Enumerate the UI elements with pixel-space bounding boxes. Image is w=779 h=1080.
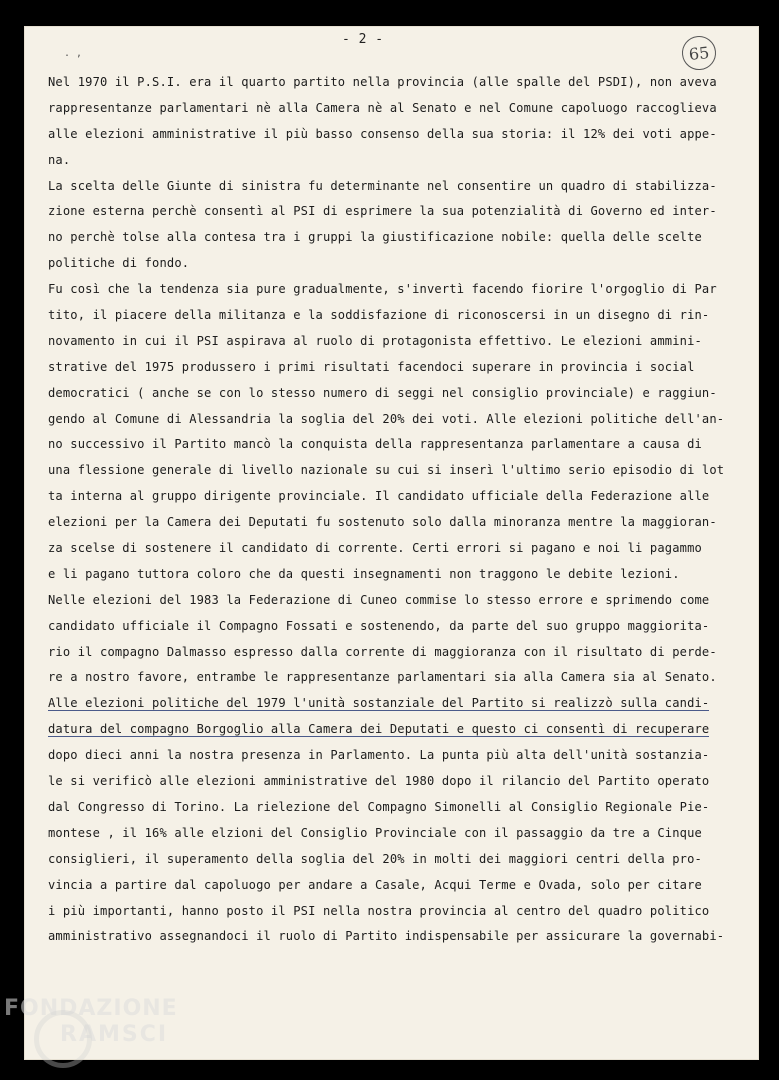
text-line: strative del 1975 produssero i primi risultati facendoci superare in provincia i social	[48, 359, 695, 374]
text-line: montese , il 16% alle elzioni del Consiglio Provinciale con il passaggio da tre a Cinque	[48, 825, 702, 840]
text-line: ta interna al gruppo dirigente provinciale. Il candidato ufficiale della Federazione alle	[48, 489, 710, 504]
watermark-line-1: FONDAZIONE	[4, 996, 178, 1021]
text-line: candidato ufficiale il Compagno Fossati e sostenendo, da parte del suo gruppo maggiorita-	[48, 618, 710, 633]
text-line: dopo dieci anni la nostra presenza in Parlamento. La punta più alta dell'unità sostanzia-	[48, 748, 710, 763]
text-line: politiche di fondo.	[48, 256, 190, 271]
text-line: La scelta delle Giunte di sinistra fu determinante nel consentire un quadro di stabilizza-	[48, 178, 717, 193]
typewritten-body	[48, 70, 728, 950]
text-line: vincia a partire dal capoluogo per andare a Casale, Acqui Terme e Ovada, solo per citare	[48, 877, 702, 892]
text-line: dal Congresso di Torino. La rielezione del Compagno Simonelli al Consiglio Regionale Pie-	[48, 799, 710, 814]
text-line: re a nostro favore, entrambe le rappresentanze parlamentari sia alla Camera sia al Senato.	[48, 670, 717, 685]
text-line: consiglieri, il superamento della soglia del 20% in molti dei maggiori centri della pro-	[48, 851, 702, 866]
text-line: e li pagano tuttora coloro che da questi insegnamenti non traggono le debite lezioni.	[48, 566, 680, 581]
text-line: novamento in cui il PSI aspirava al ruolo di protagonista effettivo. Le elezioni ammini-	[48, 333, 702, 348]
text-line: i più importanti, hanno posto il PSI nella nostra provincia al centro del quadro politico	[48, 903, 710, 918]
text-line: democratici ( anche se con lo stesso numero di seggi nel consiglio provinciale) e raggiun-	[48, 385, 717, 400]
text-line: zione esterna perchè consentì al PSI di esprimere la sua potenzialità di Governo ed inter-	[48, 204, 717, 219]
text-line: le si verificò alle elezioni amministrative del 1980 dopo il rilancio del Partito operato	[48, 774, 710, 789]
text-line: Fu così che la tendenza sia pure gradualmente, s'invertì facendo fiorire l'orgoglio di Par	[48, 282, 717, 297]
underlined-text: Alle elezioni politiche del 1979 l'unità sostanziale del Partito si realizzò sulla candi-	[48, 696, 710, 711]
text-line: no successivo il Partito mancò la conquista della rappresentanza parlamentare a causa di	[48, 437, 702, 452]
text-line: Nel 1970 il P.S.I. era il quarto partito nella provincia (alle spalle del PSDI), non aveva	[48, 75, 717, 89]
text-line: amministrativo assegnandoci il ruolo di Partito indispensabile per assicurare la governabi-	[48, 929, 725, 944]
text-line: Nelle elezioni del 1983 la Federazione di Cuneo commise lo stesso errore e sprimendo come	[48, 592, 710, 607]
page-number: - 2 -	[342, 32, 384, 47]
text-line: na.	[48, 152, 71, 167]
text-line-underlined	[48, 691, 728, 717]
paper-specks: . ,	[64, 48, 83, 59]
underlined-text: datura del compagno Borgoglio alla Camera dei Deputati e questo ci consentì di recuperare	[48, 722, 710, 737]
text-line: elezioni per la Camera dei Deputati fu sostenuto solo dalla minoranza mentre la maggioran-	[48, 515, 717, 530]
text-line: no perchè tolse alla contesa tra i gruppi la giustificazione nobile: quella delle scelte	[48, 230, 702, 245]
text-line: gendo al Comune di Alessandria la soglia del 20% dei voti. Alle elezioni politiche dell'an-	[48, 411, 725, 426]
handwritten-folio-number: 65	[680, 34, 717, 71]
text-line: za scelse di sostenere il candidato di corrente. Certi errori si pagano e noi li pagammo	[48, 541, 702, 556]
text-line: rappresentanze parlamentari nè alla Camera nè al Senato e nel Comune capoluogo raccoglieva	[48, 100, 717, 115]
text-line: alle elezioni amministrative il più basso consenso della sua storia: il 12% dei voti appe-	[48, 126, 717, 141]
watermark-line-2: RAMSCI	[60, 1022, 169, 1047]
gramsci-logo-icon	[34, 1010, 92, 1068]
text-line-underlined	[48, 717, 728, 743]
text-line: rio il compagno Dalmasso espresso dalla corrente di maggioranza con il risultato di perde-	[48, 644, 717, 659]
document-page	[24, 26, 759, 1060]
text-line: tito, il piacere della militanza e la soddisfazione di riconoscersi in un disegno di rin-	[48, 308, 710, 323]
fondazione-gramsci-watermark	[4, 996, 178, 1048]
text-line: una flessione generale di livello nazionale su cui si inserì l'ultimo serio episodio di lot	[48, 463, 725, 478]
